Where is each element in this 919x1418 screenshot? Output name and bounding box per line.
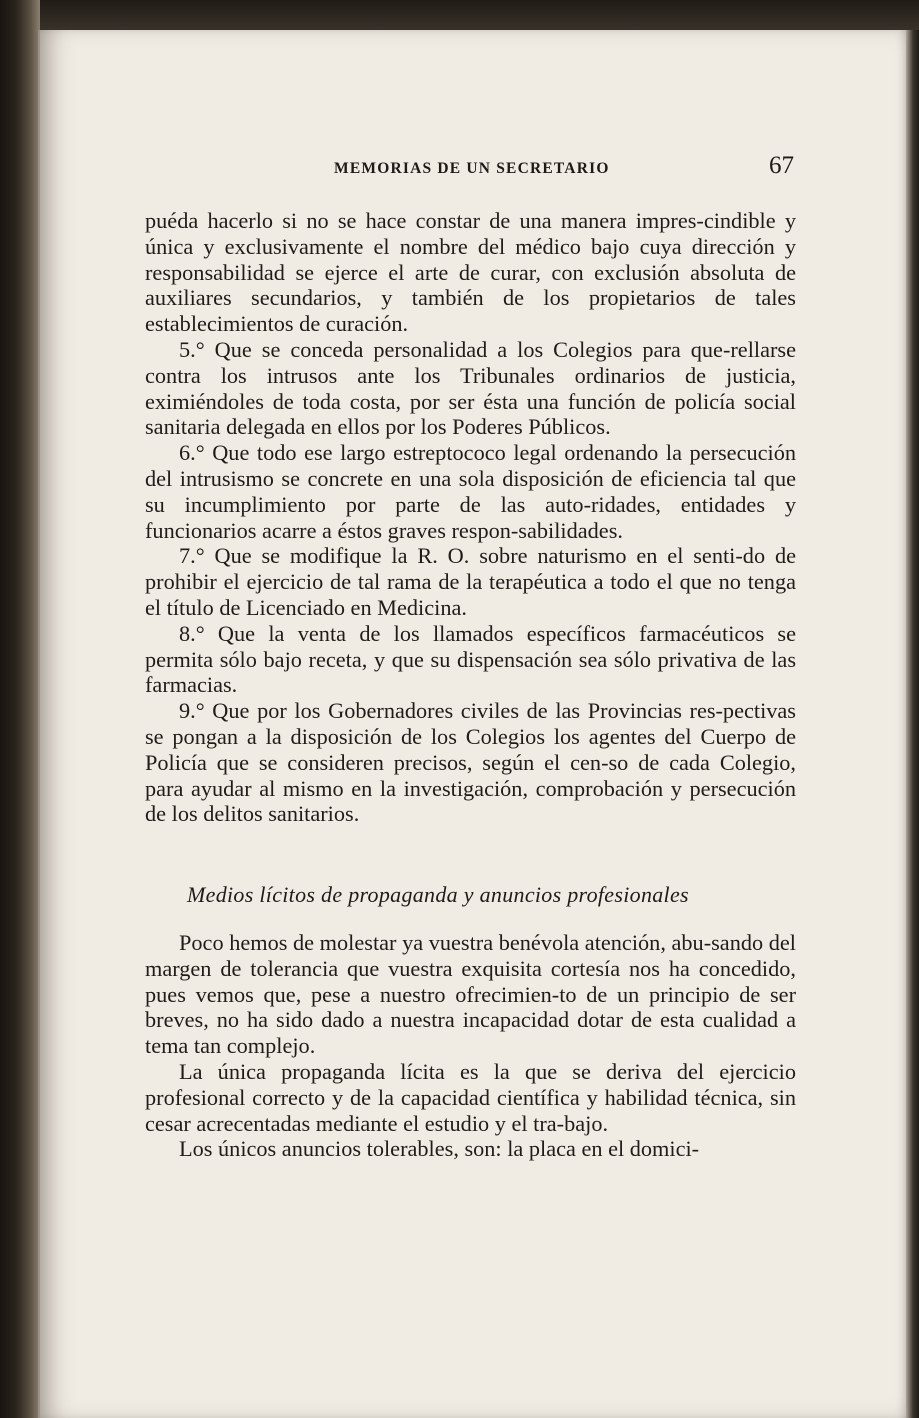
paragraph: 8.° Que la venta de los llamados específicos farmacéuticos se permita sólo bajo receta, y que su dispensación sea sólo privativa de las farmacias.: [145, 620, 796, 698]
scan-top-edge: [40, 0, 919, 32]
section-heading: Medios lícitos de propaganda y anuncios profesionales: [187, 882, 689, 907]
body-text-bottom: [145, 930, 796, 1162]
book-page: [38, 30, 906, 1418]
paragraph: 5.° Que se conceda personalidad a los Colegios para que-rellarse contra los intrusos ante los Tribunales ordinarios de justicia, eximiéndoles de toda costa, por ser ésta una función de policía social sanitaria delegada en ellos por los Poderes Públicos.: [145, 336, 796, 440]
running-title: MEMORIAS DE UN SECRETARIO: [334, 160, 610, 177]
page-header: [40, 152, 906, 188]
paragraph: Los únicos anuncios tolerables, son: la placa en el domici-: [179, 1136, 700, 1162]
body-text-top: [145, 208, 796, 827]
paragraph: 6.° Que todo ese largo estreptococo legal ordenando la persecución del intrusismo se concrete en una sola disposición de eficiencia tal que su incumplimiento por parte de las auto-ridades, entidades y funcionarios acarre a éstos graves respon-sabilidades.: [145, 440, 796, 543]
paragraph: 7.° Que se modifique la R. O. sobre naturismo en el senti-do de prohibir el ejercicio de tal rama de la terapéutica a todo el que no tenga el título de Licenciado en Medicina.: [145, 543, 796, 620]
page-number: 67: [769, 152, 794, 179]
book-spine: [0, 0, 40, 1418]
paragraph: 9.° Que por los Gobernadores civiles de las Provincias res-pectivas se pongan a la disposición de los Colegios los agentes del Cuerpo de Policía que se consideren precisos, según el cen-so de cada Colegio, para ayudar al mismo en la investigación, comprobación y persecución de los delitos sanitarios.: [145, 698, 796, 827]
paragraph: La única propaganda lícita es la que se deriva del ejercicio profesional correcto y de la capacidad científica y habilidad técnica, sin cesar acrecentadas mediante el estudio y el tra-bajo.: [145, 1058, 796, 1136]
paragraph: Poco hemos de molestar ya vuestra benévola atención, abu-sando del margen de tolerancia que vuestra exquisita cortesía nos ha concedido, pues vemos que, pese a nuestro ofrecimien-to de un principio de ser breves, no ha sido dado a nuestra incapacidad dotar de esta cualidad a tema tan complejo.: [145, 930, 796, 1059]
paragraph: puéda hacerlo si no se hace constar de una manera impres-cindible y única y exclusivamente el nombre del médico bajo cuya dirección y responsabilidad se ejerce el arte de curar, con exclusión absoluta de auxiliares secundarios, y también de los propietarios de tales establecimientos de curación.: [145, 208, 796, 337]
page-right-edge: [904, 30, 919, 1418]
